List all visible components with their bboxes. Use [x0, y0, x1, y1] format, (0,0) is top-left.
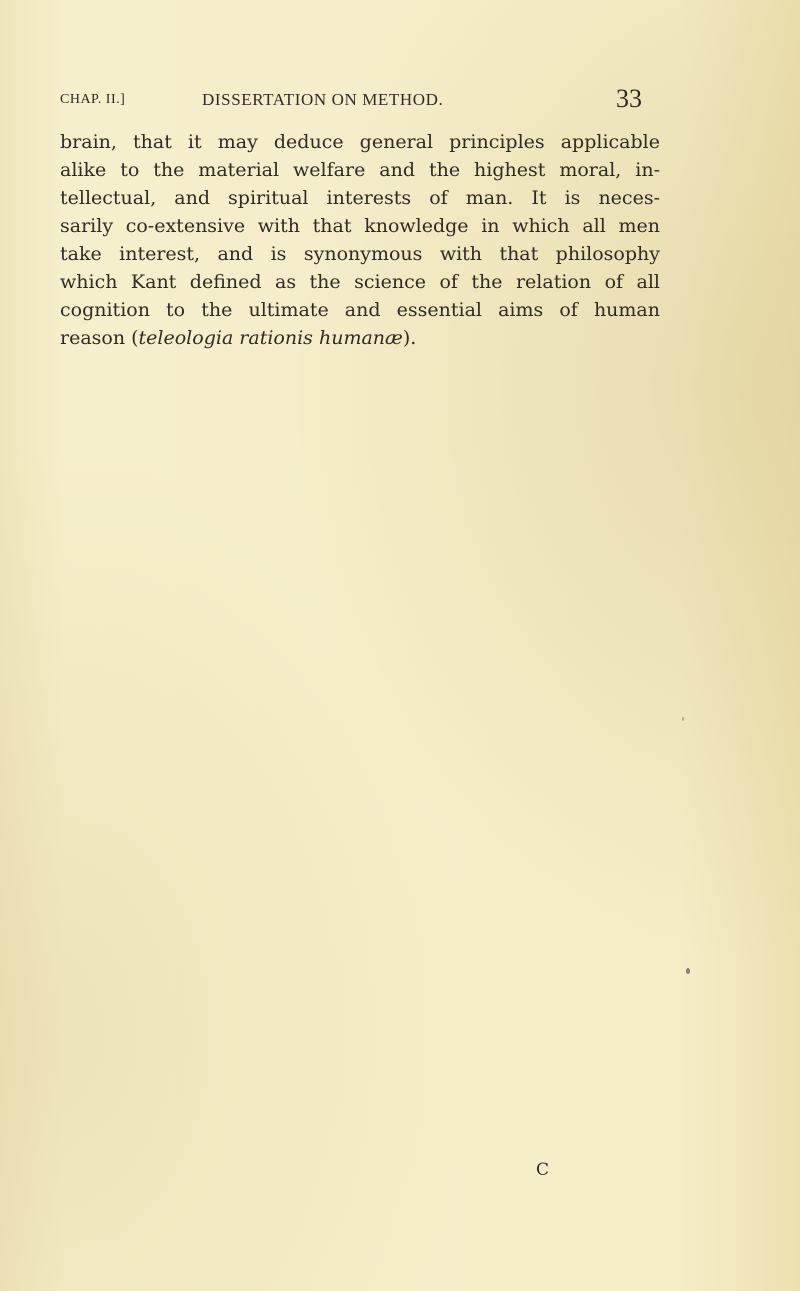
last-line-prefix: reason ( [60, 327, 139, 349]
last-line-suffix: ). [402, 327, 417, 349]
text-line: brain, that it may deduce general principles applicable [60, 131, 660, 153]
text-line: alike to the material welfare and the highest moral, in- [60, 159, 660, 181]
signature-mark: C [536, 1160, 550, 1180]
running-header [60, 84, 660, 116]
page-number: 33 [616, 84, 642, 113]
chapter-label: CHAP. II.] [60, 92, 126, 107]
text-line-last [60, 324, 660, 352]
text-line: tellectual, and spiritual interests of man. It is neces- [60, 187, 660, 209]
text-line: take interest, and is synonymous with that philosophy [60, 243, 660, 265]
ink-speck [686, 968, 690, 974]
text-line: which Kant defined as the science of the relation of all [60, 271, 660, 293]
ink-speck [682, 717, 684, 721]
text-line: cognition to the ultimate and essential aims of human [60, 299, 660, 321]
body-paragraph [60, 128, 660, 352]
text-line: sarily co-extensive with that knowledge in which all men [60, 215, 660, 237]
running-title: DISSERTATION ON METHOD. [202, 90, 444, 109]
latin-phrase: teleologia rationis humanæ [138, 327, 403, 349]
